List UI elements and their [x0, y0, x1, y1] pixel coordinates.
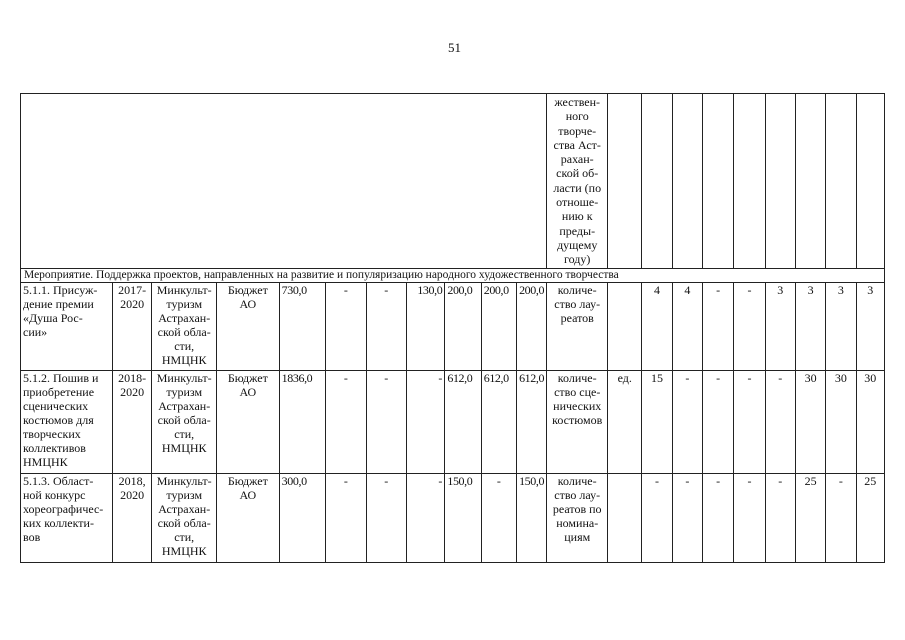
period-line: 2020 [120, 487, 145, 502]
value-cell: - [672, 473, 702, 562]
indicator-line: рахан- [560, 152, 594, 167]
value-cell: - [765, 473, 795, 562]
indicator-cell [547, 283, 608, 370]
executor-line: туризм [166, 487, 203, 502]
period-line: 2017- [118, 283, 147, 298]
name-line: сии» [23, 325, 48, 340]
indicator-line: творче- [558, 123, 597, 138]
continuation-row [21, 94, 885, 269]
fin-cell: - [326, 370, 366, 473]
name-line: ной конкурс [23, 487, 86, 502]
value-cell: 4 [642, 283, 672, 370]
value-cell: 25 [856, 473, 884, 562]
name-line: хореографичес- [23, 501, 104, 516]
activity-name-cell [21, 473, 113, 562]
fin-cell: 612,0 [445, 370, 481, 473]
executor-line: Минкульт- [156, 370, 212, 385]
fin-cell: - [326, 473, 366, 562]
value-cell: - [734, 283, 765, 370]
indicator-line: жествен- [554, 95, 601, 109]
section-caption-row [21, 269, 885, 283]
executor-line: НМЦНК [161, 353, 207, 368]
indicator-line: костюмов [552, 412, 603, 427]
value-cell: - [826, 473, 856, 562]
indicator-line: количе- [557, 370, 597, 385]
executor-cell [152, 370, 217, 473]
period-cell [112, 370, 151, 473]
value-cell: 30 [795, 370, 825, 473]
fin-cell: - [366, 473, 406, 562]
indicator-line: ласти (по [553, 180, 602, 195]
indicator-line: ство лау- [554, 487, 601, 502]
fin-cell: 130,0 [406, 283, 444, 370]
activity-name-cell [21, 283, 113, 370]
executor-line: НМЦНК [161, 440, 207, 455]
executor-line: сти, [174, 529, 195, 544]
indicator-cell [547, 370, 608, 473]
page-number: 51 [448, 40, 461, 55]
empty-cell [856, 94, 884, 269]
executor-line: Астрахан- [158, 501, 211, 516]
value-cell: - [672, 370, 702, 473]
value-cell: - [734, 473, 765, 562]
empty-cell [703, 94, 734, 269]
value-cell: 25 [795, 473, 825, 562]
value-cell: 3 [795, 283, 825, 370]
empty-cell [21, 94, 547, 269]
name-line: вов [23, 529, 41, 544]
period-line: 2018- [118, 370, 147, 385]
name-line: 5.1.2. Пошив и [23, 370, 99, 385]
total-cell: 730,0 [279, 283, 325, 370]
executor-cell [152, 283, 217, 370]
activity-name-cell [21, 370, 113, 473]
empty-cell [642, 94, 672, 269]
value-cell: - [703, 283, 734, 370]
source-line: Бюджет [227, 283, 268, 298]
fin-cell: - [406, 370, 444, 473]
period-cell [112, 473, 151, 562]
executor-line: сти, [174, 339, 195, 354]
empty-cell [672, 94, 702, 269]
indicator-line: реатов [560, 311, 594, 326]
fin-cell: - [366, 283, 406, 370]
value-cell: 30 [826, 370, 856, 473]
indicator-line: ства Аст- [553, 137, 601, 152]
indicator-line: году) [564, 252, 591, 267]
fin-cell: 200,0 [445, 283, 481, 370]
empty-cell [765, 94, 795, 269]
name-line: дение премии [23, 297, 94, 312]
name-line: НМЦНК [23, 454, 68, 469]
indicator-line: циям [564, 529, 591, 544]
indicator-line: количе- [557, 283, 597, 298]
value-cell: 30 [856, 370, 884, 473]
table-row [21, 370, 885, 473]
source-line: Бюджет [227, 370, 268, 385]
indicator-line: преды- [559, 223, 596, 238]
indicator-line: номина- [556, 515, 599, 530]
value-cell: 3 [856, 283, 884, 370]
empty-cell [795, 94, 825, 269]
value-cell: - [765, 370, 795, 473]
executor-line: туризм [166, 384, 203, 399]
source-line: АО [239, 487, 257, 502]
table-row [21, 283, 885, 370]
fin-cell: - [366, 370, 406, 473]
indicator-line: дущему [557, 237, 598, 252]
name-line: приобретение [23, 384, 95, 399]
indicator-line: нию к [561, 209, 593, 224]
value-cell: 15 [642, 370, 672, 473]
source-cell [217, 370, 280, 473]
unit-cell: ед. [608, 370, 642, 473]
empty-cell [826, 94, 856, 269]
fin-cell: 612,0 [517, 370, 547, 473]
executor-line: ской обла- [157, 515, 211, 530]
indicator-line: ного [565, 109, 589, 124]
fin-cell: 612,0 [481, 370, 516, 473]
period-line: 2018, [118, 473, 146, 488]
name-line: 5.1.1. Присуж- [23, 283, 98, 298]
value-cell: - [703, 473, 734, 562]
table-row [21, 473, 885, 562]
executor-line: ской обла- [157, 325, 211, 340]
indicator-line: количе- [557, 473, 597, 488]
indicator-line: реатов по [552, 501, 602, 516]
value-cell: - [734, 370, 765, 473]
fin-cell: - [326, 283, 366, 370]
period-cell [112, 283, 151, 370]
executor-line: ской обла- [157, 412, 211, 427]
section-caption: Мероприятие. Поддержка проектов, направленных на развитие и популяризацию народного художественного творчества [21, 269, 885, 283]
executor-line: НМЦНК [161, 543, 207, 558]
indicator-line: отноше- [556, 195, 599, 210]
value-cell: - [703, 370, 734, 473]
source-line: АО [239, 297, 257, 312]
indicator-cell [547, 473, 608, 562]
unit-cell [608, 283, 642, 370]
executor-cell [152, 473, 217, 562]
fin-cell: - [481, 473, 516, 562]
executor-line: сти, [174, 426, 195, 441]
empty-cell [608, 94, 642, 269]
executor-line: Минкульт- [156, 473, 212, 488]
source-cell [217, 283, 280, 370]
empty-cell [734, 94, 765, 269]
unit-cell [608, 473, 642, 562]
indicator-line: ство лау- [554, 297, 601, 312]
name-line: творческих [23, 426, 81, 441]
fin-cell: 200,0 [481, 283, 516, 370]
value-cell: 3 [826, 283, 856, 370]
executor-line: Минкульт- [156, 283, 212, 298]
fin-cell: 150,0 [445, 473, 481, 562]
source-cell [217, 473, 280, 562]
source-line: АО [239, 384, 257, 399]
activity-plan-table [20, 93, 885, 563]
executor-line: Астрахан- [158, 398, 211, 413]
name-line: ких коллекти- [23, 515, 94, 530]
value-cell: 3 [765, 283, 795, 370]
name-line: костюмов для [23, 412, 94, 427]
value-cell: 4 [672, 283, 702, 370]
period-line: 2020 [120, 384, 145, 399]
executor-line: туризм [166, 297, 203, 312]
total-cell: 300,0 [279, 473, 325, 562]
fin-cell: - [406, 473, 444, 562]
name-line: 5.1.3. Област- [23, 473, 94, 488]
period-line: 2020 [120, 297, 145, 312]
executor-line: Астрахан- [158, 311, 211, 326]
name-line: коллективов [23, 440, 86, 455]
indicator-line: нических [553, 398, 602, 413]
name-line: сценических [23, 398, 89, 413]
indicator-continuation-cell [547, 94, 608, 269]
source-line: Бюджет [227, 473, 268, 488]
value-cell: - [642, 473, 672, 562]
fin-cell: 150,0 [517, 473, 547, 562]
fin-cell: 200,0 [517, 283, 547, 370]
name-line: «Душа Рос- [23, 311, 83, 326]
total-cell: 1836,0 [279, 370, 325, 473]
indicator-line: ской об- [556, 166, 599, 181]
indicator-line: ство сце- [554, 384, 601, 399]
